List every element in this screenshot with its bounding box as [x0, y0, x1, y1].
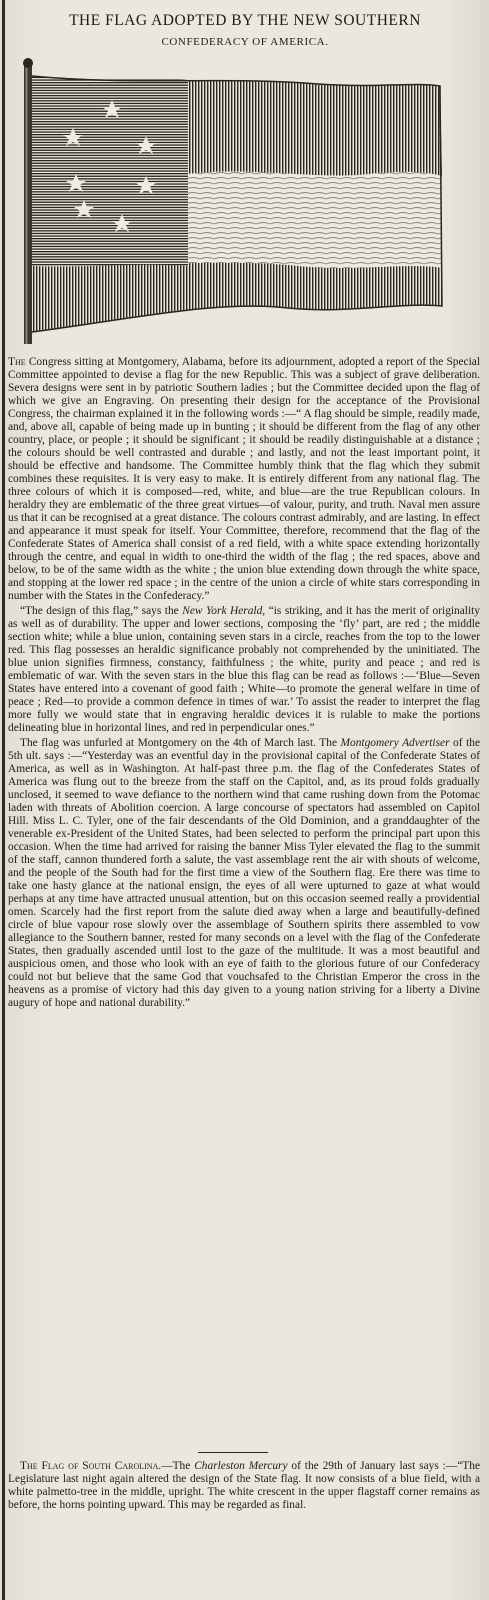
lead-word: The [8, 356, 26, 368]
article-subtitle: CONFEDERACY OF AMERICA. [161, 36, 329, 48]
paragraph-2-intro: “The design of this flag,” says the [20, 605, 183, 617]
paragraph-3 [8, 737, 480, 1010]
flagstaff [24, 64, 32, 344]
paragraph-3-intro: The flag was unfurled at Montgomery on the 4th of March last. The [20, 737, 341, 749]
paragraph-1-text: Congress sitting at Montgomery, Alabama, before its adjournment, adopted a report of the Special Committee appointed to devise a flag for the new Republic. This was a subject of grave deliberation. Severa designs were sent in by patriotic Southern ladies ; but the Committee decided upon the flag of which we give an Engraving. On presenting their design for the acceptance of the Provisional Congress, the chairman explained it in the following words :—“ A flag should be simple, readily made, and, above all, capable of being made up in bunting ; it should be different from the flag of any other country, place, or people ; it should be significant ; it should be readily distinguishable at a distance ; the colours should be well contrasted and durable ; and lastly, and not the least important point, it should be effective and handsome. The Committee humbly think that the flag which they submit combines these requisites. It is very easy to make. It is entirely different from any national flag. The three colours of which it is composed—red, white, and blue—are the true Republican colours. In heraldry they are emblematic of the three great virtues—of valour, purity, and truth. Naval men assure us that it can be recognised at a great distance. The colours contrast admirably, and are lasting. In effect and appearance it must speak for itself. Your Committee, therefore, recommend that the flag of the Confederate States of America shall consist of a red field, with a white space extending horizontally through the centre, and equal in width to one-third the width of the flag ; the red spaces, above and below, to be of the same width as the white ; the union blue extending down through the white space, and stopping at the lower red space ; in the centre of the union a circle of white stars corresponding in number with the States in the Confederacy.” [8, 356, 480, 602]
paragraph-4-intro: —The [161, 1460, 195, 1472]
section-divider [198, 1452, 268, 1453]
section-heading: The Flag of South Carolina. [20, 1460, 162, 1472]
paragraph-4-text: of the 29th of January last says :—“The Legislature last night again altered the design of the State flag. It now consists of a blue field, with a white palmetto-tree in the middle, upright. The white crescent in the upper flagstaff corner remains as before, the horns pointing upward. This may be regarded as final. [8, 1460, 480, 1511]
binding-edge [2, 0, 5, 1600]
newspaper-name: Charleston Mercury [194, 1460, 288, 1472]
paragraph-2 [8, 605, 480, 735]
flag-union [32, 76, 188, 266]
south-carolina-article [8, 1460, 480, 1512]
paragraph-1 [8, 356, 480, 603]
paragraph-4 [8, 1460, 480, 1512]
article-body [8, 356, 480, 1012]
paragraph-3-text: of the 5th ult. says :—“Yesterday was an eventful day in the provisional capital of the Confederate States of America, as well as in Washington. At half-past three p.m. the flag of the Confederates States of America was flung out to the breeze from the staff on the Capitol, and, as its proud folds gradually unclosed, it seemed to wave defiance to the northern wind that came rushing down from the Potomac laden with threats of Abolition coercion. A large concourse of spectators had assembled on Capitol Hill. Miss L. C. Tyler, one of the fair descendants of the Old Dominion, and a granddaughter of the venerable ex-President of the United States, had been selected to perform the principal part upon this occasion. When the time had arrived for raising the banner Miss Tyler elevated the flag to the summit of the staff, cannon thundered forth a salute, the vast assemblage rent the air with shouts of welcome, and the people of the South had for the first time a view of the Southern flag. Ere there was time to take one hasty glance at the national ensign, the eyes of all were upturned to gaze at what would perhaps at any time have attracted unusual attention, but on this occasion seemed really a providential omen. Scarcely had the first report from the salute died away when a large and beautifully-defined circle of blue vapour rose slowly over the assemblage of Southern spirits there assembled to vow allegiance to the Southern banner, rested for many seconds on a level with the flag of the Confederate States, then gradually ascended until lost to the gaze of the multitude. It was a most beautiful and auspicious omen, and those who look with an eye of faith to the glorious future of our Confederacy could not but believe that the same God that vouchsafed to the Christian Emperor the cross in the heavens as a promise of victory had this day given to a young nation striving for a liberty a Divine augury of hope and national durability.” [8, 737, 480, 1009]
paragraph-2-text: “is striking, and it has the merit of originality as well as of durability. The upper and lower sections, composing the ‘fly’ part, are red ; the middle section white; while a blue union, containing seven stars in a circle, reaches from the top to the lower red. This flag possesses an heraldic significance probably not comprehended by the uninitiated. The blue union signifies firmness, constancy, faithfulness ; the white, purity and peace ; and red is emblematic of war. With the seven stars in the blue this flag can be read as follows :—‘Blue—Seven States have entered into a covenant of good faith ; White—to promote the general welfare in time of peace ; Red—to provide a common defence in times of war.’ To assist the reader to interpret the flag more fully we would state that in engraving heraldic devices it is rulable to make the portions delineating blue in horizontal lines, and red in perpendicular ones.” [8, 605, 480, 734]
flag-engraving [18, 56, 462, 348]
flag-white-band [188, 171, 442, 268]
newspaper-name: Montgomery Advertiser [340, 737, 450, 749]
article-title: THE FLAG ADOPTED BY THE NEW SOUTHERN [69, 12, 421, 29]
flag-lower-red [32, 263, 442, 332]
newspaper-name: New York Herald, [182, 605, 266, 617]
